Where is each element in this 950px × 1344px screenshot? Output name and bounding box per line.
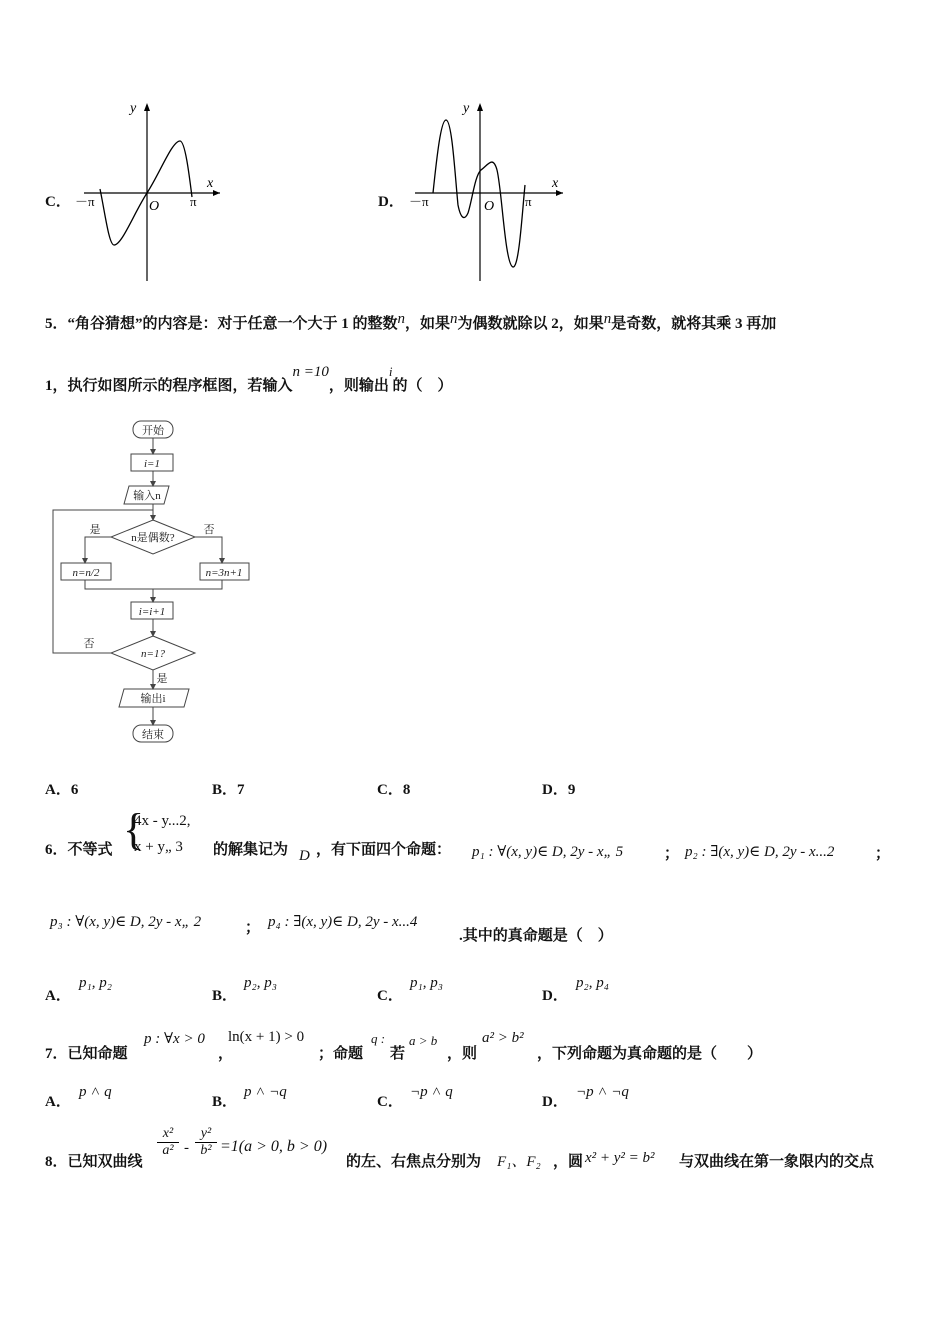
end-text: 结束	[142, 729, 164, 741]
option-c-label: C．	[45, 194, 71, 210]
no2-text: 否	[83, 638, 95, 650]
q6-option-c-value[interactable]: p₁, p₃	[410, 975, 443, 991]
start-text: 开始	[142, 425, 164, 437]
x-axis-label: x	[207, 176, 214, 191]
decision2-text: n=1?	[141, 648, 165, 660]
var-i: i	[388, 364, 393, 379]
init-text: i=1	[144, 458, 160, 470]
proposition-p4: p₄ : ∃(x, y)∈ D, 2y - x...4	[268, 914, 418, 930]
q7-option-b-value[interactable]: p ˄ ¬q	[244, 1084, 287, 1100]
halve-text: n=n/2	[72, 567, 100, 579]
q5-option-b[interactable]: B．7	[212, 782, 245, 798]
separator: ；	[245, 920, 261, 936]
q5-text-c: 为偶数就除以 2，如果	[457, 316, 604, 332]
q7-then: ，则	[447, 1046, 478, 1062]
increment-text: i=i+1	[138, 606, 166, 618]
separator: ；	[875, 846, 891, 862]
q6-prefix: 6．不等式	[45, 842, 113, 858]
fraction-x	[157, 1126, 179, 1159]
q7-option-a-value[interactable]: p ˄ q	[79, 1084, 112, 1100]
set-d: D	[299, 848, 310, 864]
proposition-p3: p₃ : ∀(x, y)∈ D, 2y - x„ 2	[50, 914, 202, 930]
fraction-y	[195, 1126, 217, 1159]
separator: ；	[664, 846, 680, 862]
q5-text-a: 5．“角谷猜想”的内容是：对于任意一个大于 1 的整数	[45, 316, 398, 332]
q6-mid2: ，有下面四个命题：	[316, 842, 452, 858]
system-brace: {	[123, 805, 145, 854]
q7-if: 若	[390, 1046, 406, 1062]
var-n: n	[603, 311, 612, 327]
system-line-1: 4x - y...2,	[134, 813, 191, 829]
neg-pi-label: －π	[409, 194, 429, 209]
input-expression: n =10	[292, 364, 329, 380]
ln-expression: ln(x + 1) > 0	[228, 1029, 305, 1045]
neg-pi-label: －π	[75, 194, 95, 209]
graph-d	[405, 95, 570, 285]
origin-label: O	[149, 199, 160, 214]
input-text: 输入n	[133, 490, 161, 502]
fraction-x-denominator: a²	[162, 1143, 174, 1158]
output-text: 输出i	[140, 693, 166, 705]
q5-text-e: 1，执行如图所示的程序框图，若输入	[45, 378, 293, 394]
q8-prefix: 8．已知双曲线	[45, 1154, 143, 1170]
minus-sign: -	[184, 1140, 189, 1156]
yes2-text: 是	[156, 673, 168, 685]
pi-label: π	[525, 194, 532, 209]
fraction-y-numerator: y²	[195, 1126, 217, 1143]
triple-text: n=3n+1	[205, 567, 243, 579]
yes1-text: 是	[89, 524, 101, 536]
fraction-x-numerator: x²	[157, 1126, 179, 1143]
origin-label: O	[484, 199, 495, 214]
q5-text-d: 是奇数，就将其乘 3 再加	[611, 316, 777, 332]
q7-option-d-value[interactable]: ¬p ˄ ¬q	[576, 1084, 629, 1100]
q6-option-d-value[interactable]: p₂, p₄	[576, 975, 609, 991]
q5-text-g: 的（ ）	[392, 378, 453, 394]
q8-mid: 的左、右焦点分别为	[346, 1154, 482, 1170]
var-n: n	[450, 311, 458, 327]
q7-prefix: 7．已知命题	[45, 1046, 128, 1062]
pi-label: π	[190, 194, 197, 209]
q7-option-a-label[interactable]: A．	[45, 1094, 71, 1110]
q5-line1	[45, 312, 776, 333]
option-d-label: D．	[378, 194, 404, 210]
q5-text-f: ，则输出	[328, 378, 389, 394]
q6-mid: 的解集记为	[213, 842, 289, 858]
proposition-p2: p₂ : ∃(x, y)∈ D, 2y - x...2	[685, 844, 835, 860]
q7-option-c-value[interactable]: ¬p ˄ q	[410, 1084, 453, 1100]
q5-option-d[interactable]: D．9	[542, 782, 576, 798]
q6-option-c-label[interactable]: C．	[377, 988, 403, 1004]
q6-option-a-value[interactable]: p₁, p₂	[79, 975, 112, 991]
q7-option-b-label[interactable]: B．	[212, 1094, 238, 1110]
x-axis-label: x	[552, 176, 559, 191]
flowchart	[45, 415, 260, 750]
q7-tail: ，下列命题为真命题的是（ ）	[537, 1046, 763, 1062]
foci: F₁、F₂	[497, 1154, 541, 1170]
q6-option-a-label[interactable]: A．	[45, 988, 71, 1004]
q5-option-c[interactable]: C．8	[377, 782, 411, 798]
conclusion: a² > b²	[482, 1030, 524, 1046]
system-line-2: x + y„ 3	[134, 839, 183, 855]
var-n: n	[397, 311, 406, 327]
y-axis-label: y	[130, 101, 137, 116]
q7-option-d-label[interactable]: D．	[542, 1094, 568, 1110]
q7-comma: ，	[218, 1046, 234, 1062]
q5-option-a[interactable]: A．6	[45, 782, 79, 798]
circle-equation: x² + y² = b²	[585, 1150, 655, 1166]
y-axis-label: y	[463, 101, 470, 116]
q7-option-c-label[interactable]: C．	[377, 1094, 403, 1110]
no1-text: 否	[203, 524, 215, 536]
decision1-text: n是偶数?	[131, 532, 175, 544]
q6-tail: .其中的真命题是（ ）	[459, 928, 613, 944]
q5-text-b: ，如果	[405, 316, 451, 332]
q6-option-b-value[interactable]: p₂, p₃	[244, 975, 277, 991]
proposition-p: p : ∀x > 0	[144, 1031, 205, 1047]
proposition-p1: p₁ : ∀(x, y)∈ D, 2y - x„ 5	[472, 844, 624, 860]
fraction-y-denominator: b²	[200, 1143, 212, 1158]
q5-line2	[45, 364, 453, 395]
q8-tail: 与双曲线在第一象限内的交点	[679, 1154, 875, 1170]
graph-c	[72, 95, 232, 285]
q8-circle-pre: ，圆	[553, 1154, 584, 1170]
q6-option-b-label[interactable]: B．	[212, 988, 238, 1004]
condition: a > b	[409, 1033, 438, 1048]
hyperbola-condition: =1(a > 0, b > 0)	[220, 1138, 328, 1155]
proposition-q: q :	[371, 1031, 386, 1046]
q6-option-d-label[interactable]: D．	[542, 988, 568, 1004]
q7-semi: ；命题	[318, 1046, 364, 1062]
